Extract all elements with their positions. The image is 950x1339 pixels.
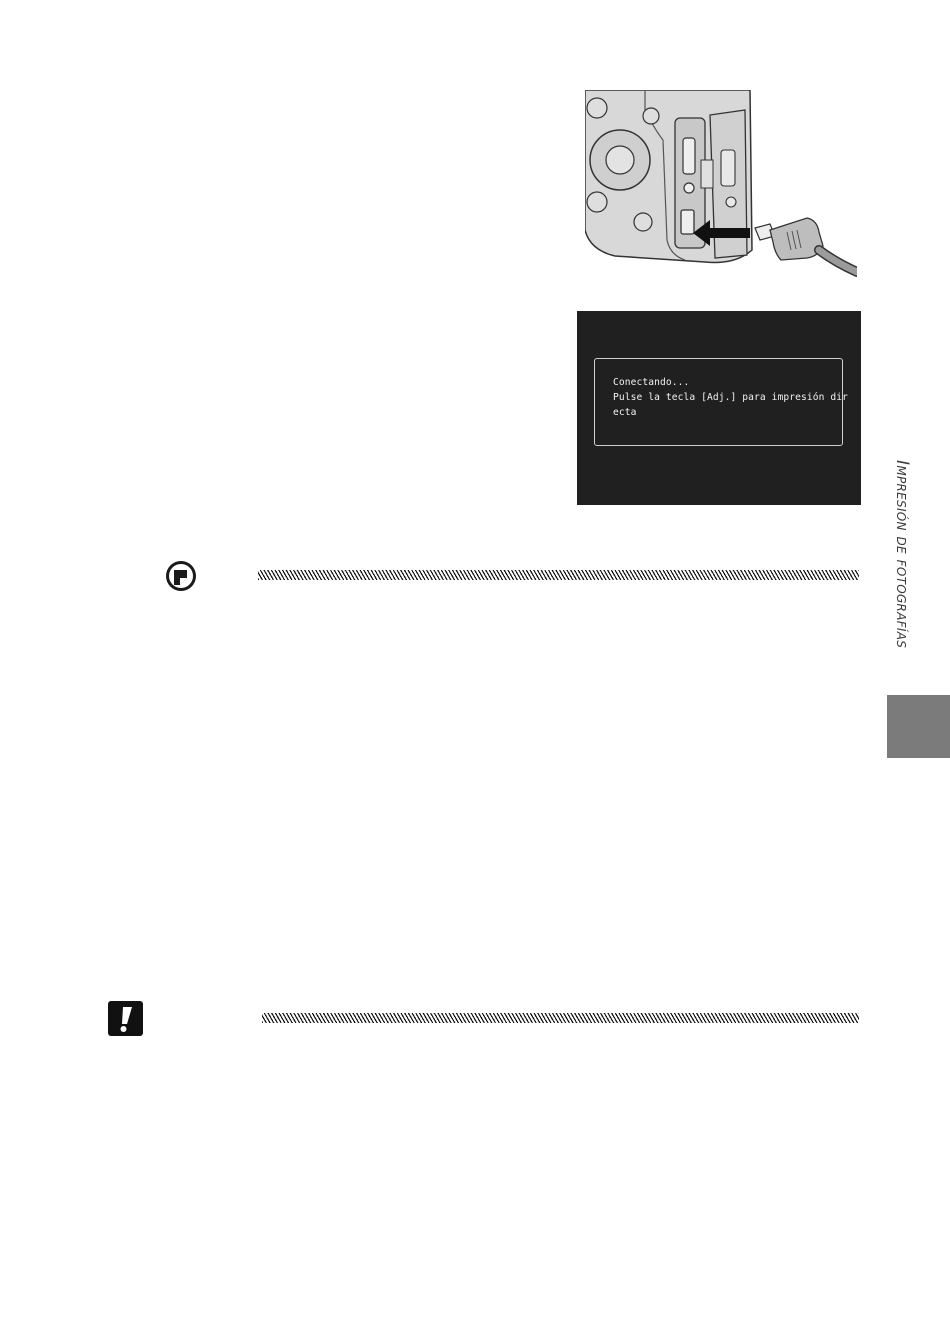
chapter-title: Impresión de fotografías — [892, 460, 912, 649]
camera-usb-illustration — [585, 90, 857, 280]
lcd-message-dialog — [594, 358, 849, 446]
lcd-message-line-1: Conectando... — [613, 377, 690, 388]
chapter-tab-marker — [887, 695, 950, 758]
lcd-message-line-3: ecta — [613, 407, 637, 418]
chapter-side-label — [892, 460, 916, 690]
note-separator — [258, 570, 859, 580]
camera-lcd-screen — [577, 311, 861, 505]
caution-separator — [262, 1013, 859, 1023]
lcd-message-line-2: Pulse la tecla [Adj.] para impresión dir — [613, 392, 849, 403]
caution-exclamation-icon — [108, 1001, 143, 1036]
note-pencil-icon — [165, 560, 197, 592]
